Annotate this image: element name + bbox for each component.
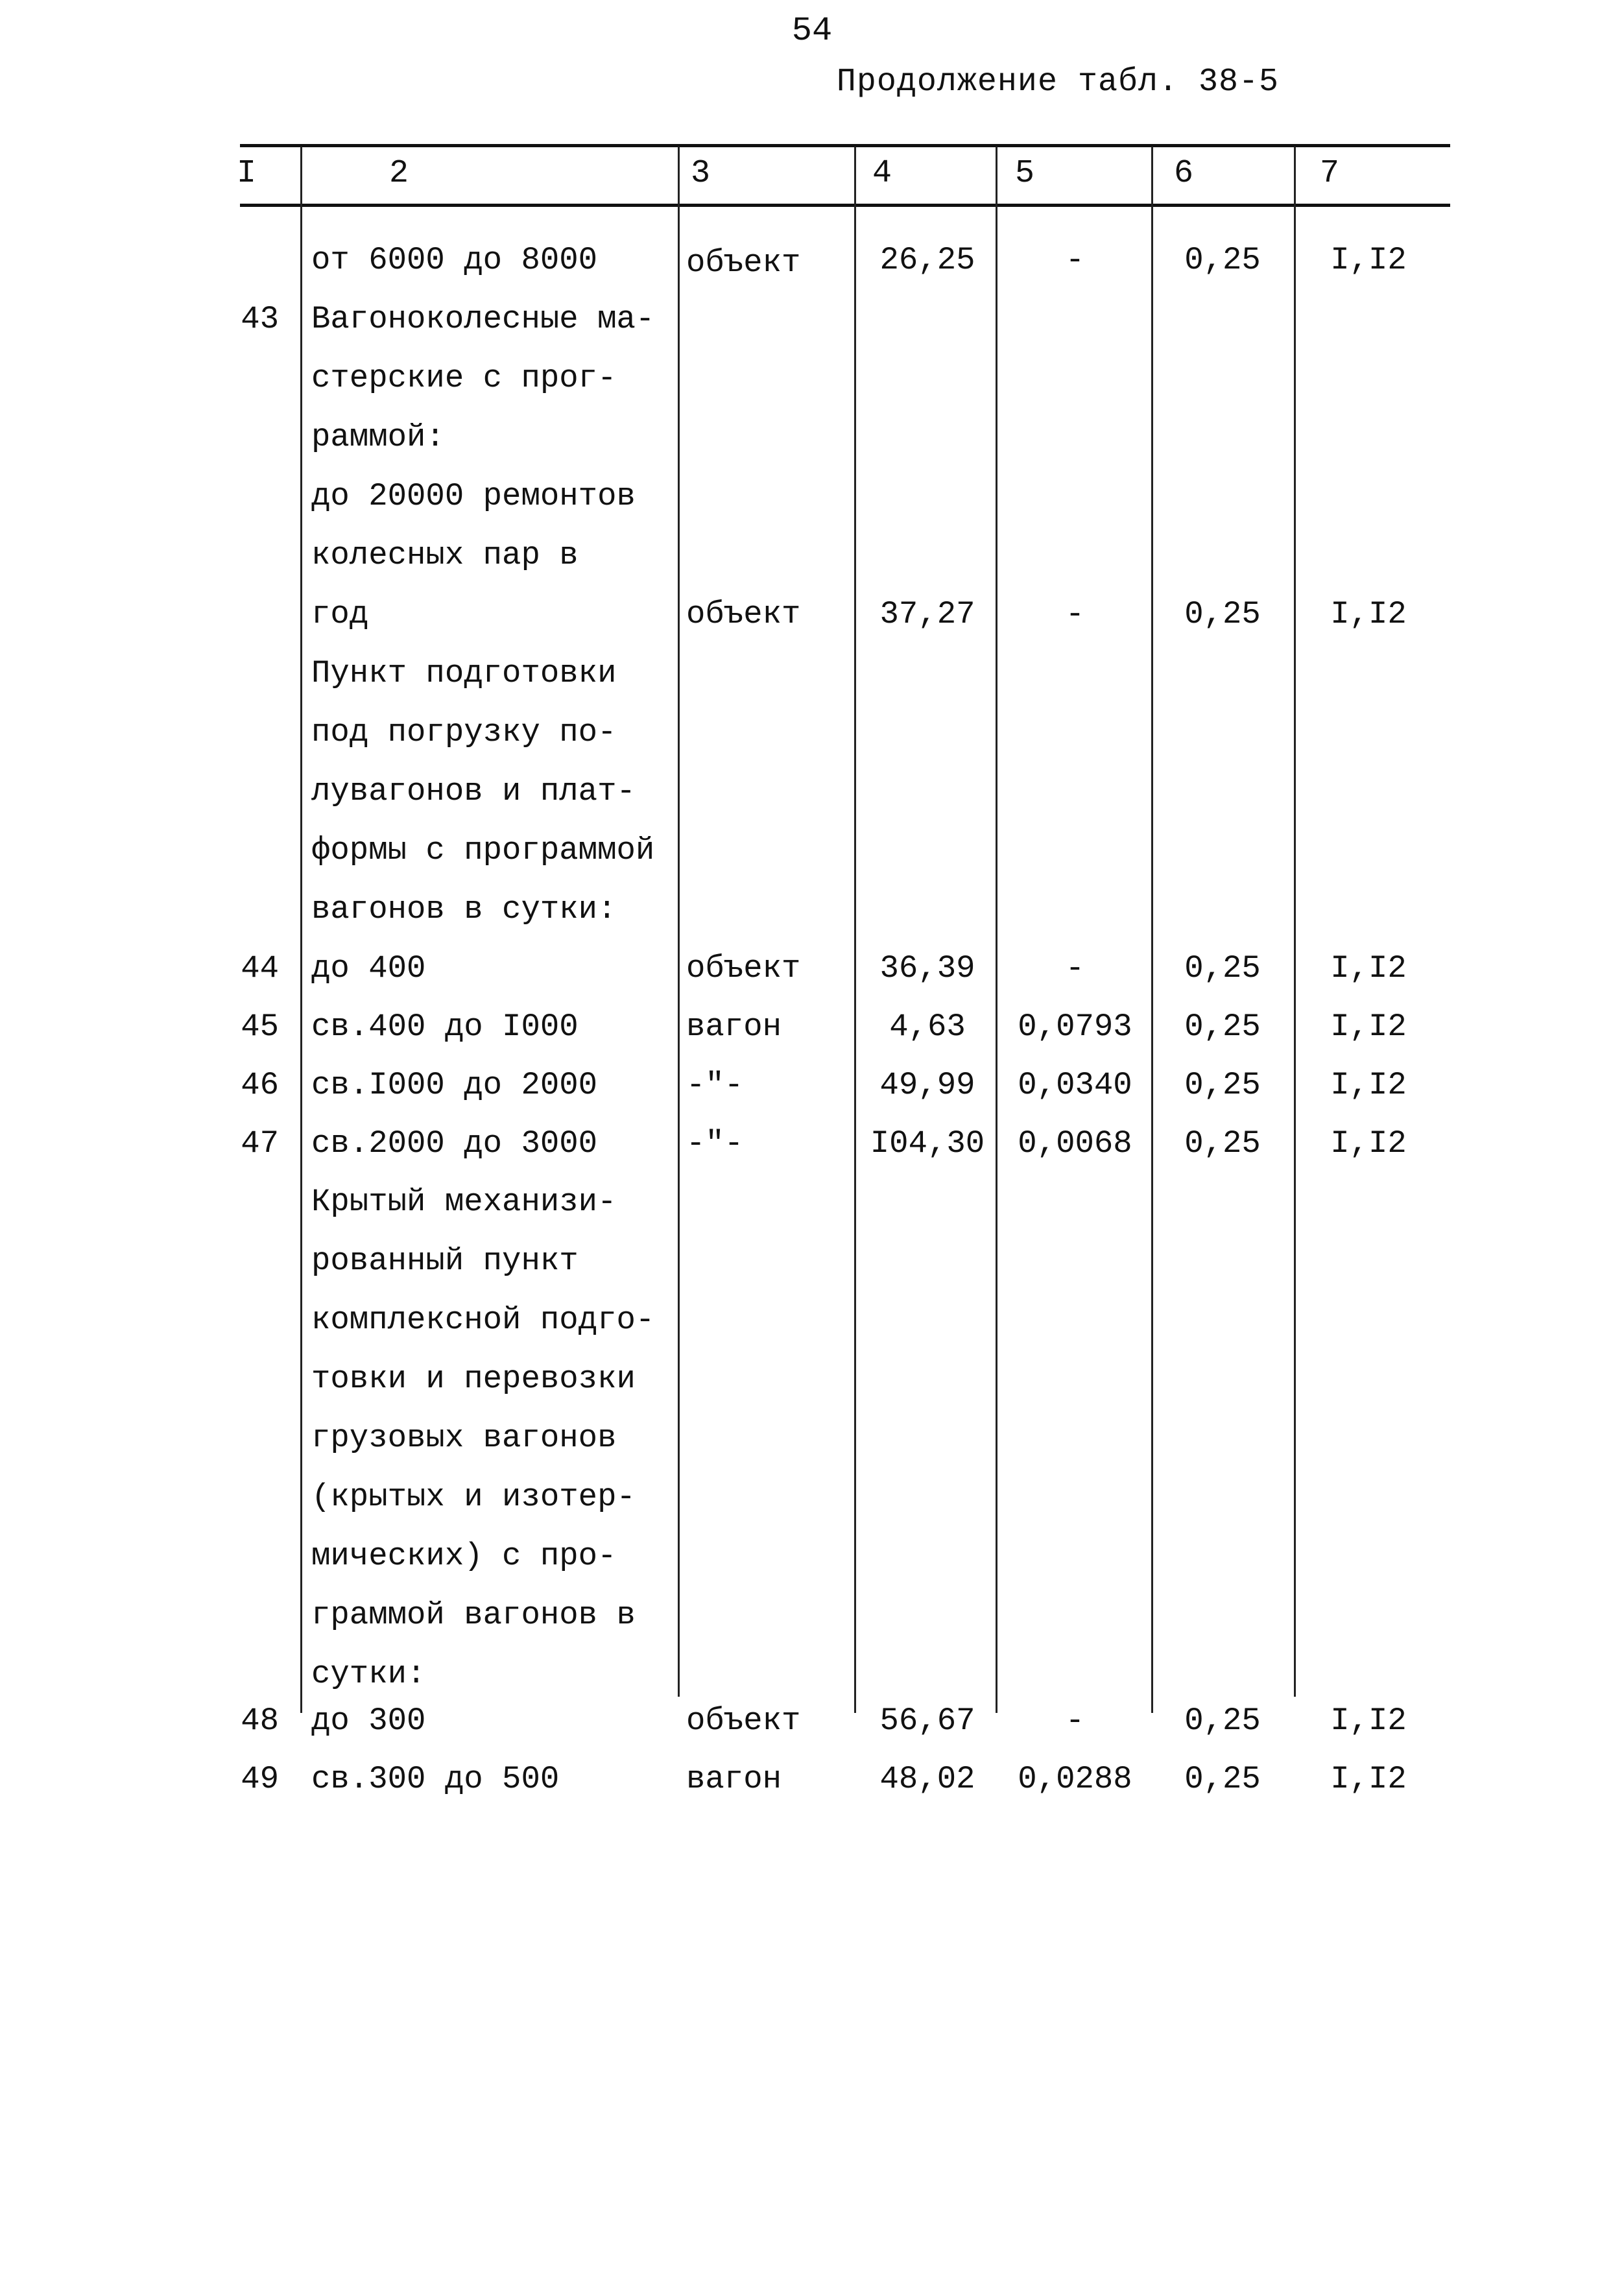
row-col4: 49,99: [879, 1067, 975, 1103]
row-col6: 0,25: [1184, 950, 1261, 987]
row-number: 48: [241, 1703, 279, 1739]
row-unit: -"-: [686, 1067, 744, 1103]
row-col4: 56,67: [879, 1703, 975, 1739]
row-col5: -: [1065, 242, 1085, 278]
row-unit: -"-: [686, 1125, 744, 1162]
row-desc: св.2000 до 3000: [311, 1125, 598, 1162]
row-col6: 0,25: [1184, 1703, 1261, 1739]
row-desc: Пункт подготовки под погрузку по- лувагонов и плат- формы с программой вагонов в сутки:: [311, 655, 655, 927]
row-col7: I,I2: [1330, 1125, 1407, 1162]
column-divider-6: [1294, 147, 1296, 1697]
row-col7: I,I2: [1330, 1703, 1407, 1739]
row-col7: I,I2: [1330, 1009, 1407, 1045]
row-col7: I,I2: [1330, 1067, 1407, 1103]
column-divider-2: [678, 147, 680, 1697]
row-col5: -: [1065, 1703, 1085, 1739]
row-col4: 37,27: [879, 596, 975, 632]
row-col6: 0,25: [1184, 1067, 1261, 1103]
row-desc: Крытый механизи- рованный пункт комплексной подго- товки и перевозки грузовых вагонов (крытых и изотер- мических) с про- граммой вагонов в сутки:: [311, 1184, 655, 1692]
row-desc: св.400 до I000: [311, 1009, 579, 1045]
row-desc: св.300 до 500: [311, 1761, 560, 1797]
row-unit: вагон: [686, 1009, 782, 1045]
row-col5: -: [1065, 950, 1085, 987]
page-number: 54: [791, 12, 833, 50]
header-cell: 5: [1015, 155, 1035, 192]
row-unit: объект: [686, 1703, 801, 1739]
row-unit: вагон: [686, 1761, 782, 1797]
column-divider-4: [996, 147, 997, 1713]
row-number: 45: [241, 1009, 279, 1045]
row-number: 43: [241, 301, 279, 337]
column-divider-1: [300, 147, 302, 1713]
column-divider-3: [854, 147, 856, 1713]
row-unit: объект: [686, 596, 801, 632]
row-unit: объект: [686, 245, 801, 281]
row-desc: от 6000 до 8000: [311, 242, 598, 278]
header-cell: 6: [1174, 155, 1194, 192]
row-col4: 36,39: [879, 950, 975, 987]
row-col5: 0,0340: [1018, 1067, 1132, 1103]
row-col5: 0,0068: [1018, 1125, 1132, 1162]
row-desc: до 400: [311, 950, 426, 987]
column-divider-5: [1151, 147, 1153, 1713]
row-col6: 0,25: [1184, 1125, 1261, 1162]
row-number: 47: [241, 1125, 279, 1162]
row-col6: 0,25: [1184, 1761, 1261, 1797]
header-rule-bottom: [240, 204, 1450, 207]
header-rule-top: [240, 144, 1450, 147]
row-col4: I04,30: [870, 1125, 985, 1162]
header-cell: 3: [691, 155, 711, 192]
header-cell: 2: [389, 155, 409, 192]
row-col7: I,I2: [1330, 1761, 1407, 1797]
row-desc: до 300: [311, 1703, 426, 1739]
row-col4: 48,02: [879, 1761, 975, 1797]
row-col5: 0,0793: [1018, 1009, 1132, 1045]
header-cell: 7: [1320, 155, 1340, 192]
row-col5: 0,0288: [1018, 1761, 1132, 1797]
row-col7: I,I2: [1330, 596, 1407, 632]
row-col7: I,I2: [1330, 950, 1407, 987]
row-col5: -: [1065, 596, 1085, 632]
row-col4: 26,25: [879, 242, 975, 278]
row-number: 44: [241, 950, 279, 987]
row-col6: 0,25: [1184, 242, 1261, 278]
row-col6: 0,25: [1184, 1009, 1261, 1045]
row-number: 46: [241, 1067, 279, 1103]
row-col7: I,I2: [1330, 242, 1407, 278]
row-desc: св.I000 до 2000: [311, 1067, 598, 1103]
row-unit: объект: [686, 950, 801, 987]
header-cell: I: [236, 155, 256, 192]
row-desc: Вагоноколесные ма- стерские с прог- раммой: до 20000 ремонтов колесных пар в год: [311, 301, 655, 632]
row-col4: 4,63: [889, 1009, 966, 1045]
continuation-title: Продолжение табл. 38-5: [836, 64, 1279, 101]
header-cell: 4: [872, 155, 892, 192]
row-number: 49: [241, 1761, 279, 1797]
row-col6: 0,25: [1184, 596, 1261, 632]
